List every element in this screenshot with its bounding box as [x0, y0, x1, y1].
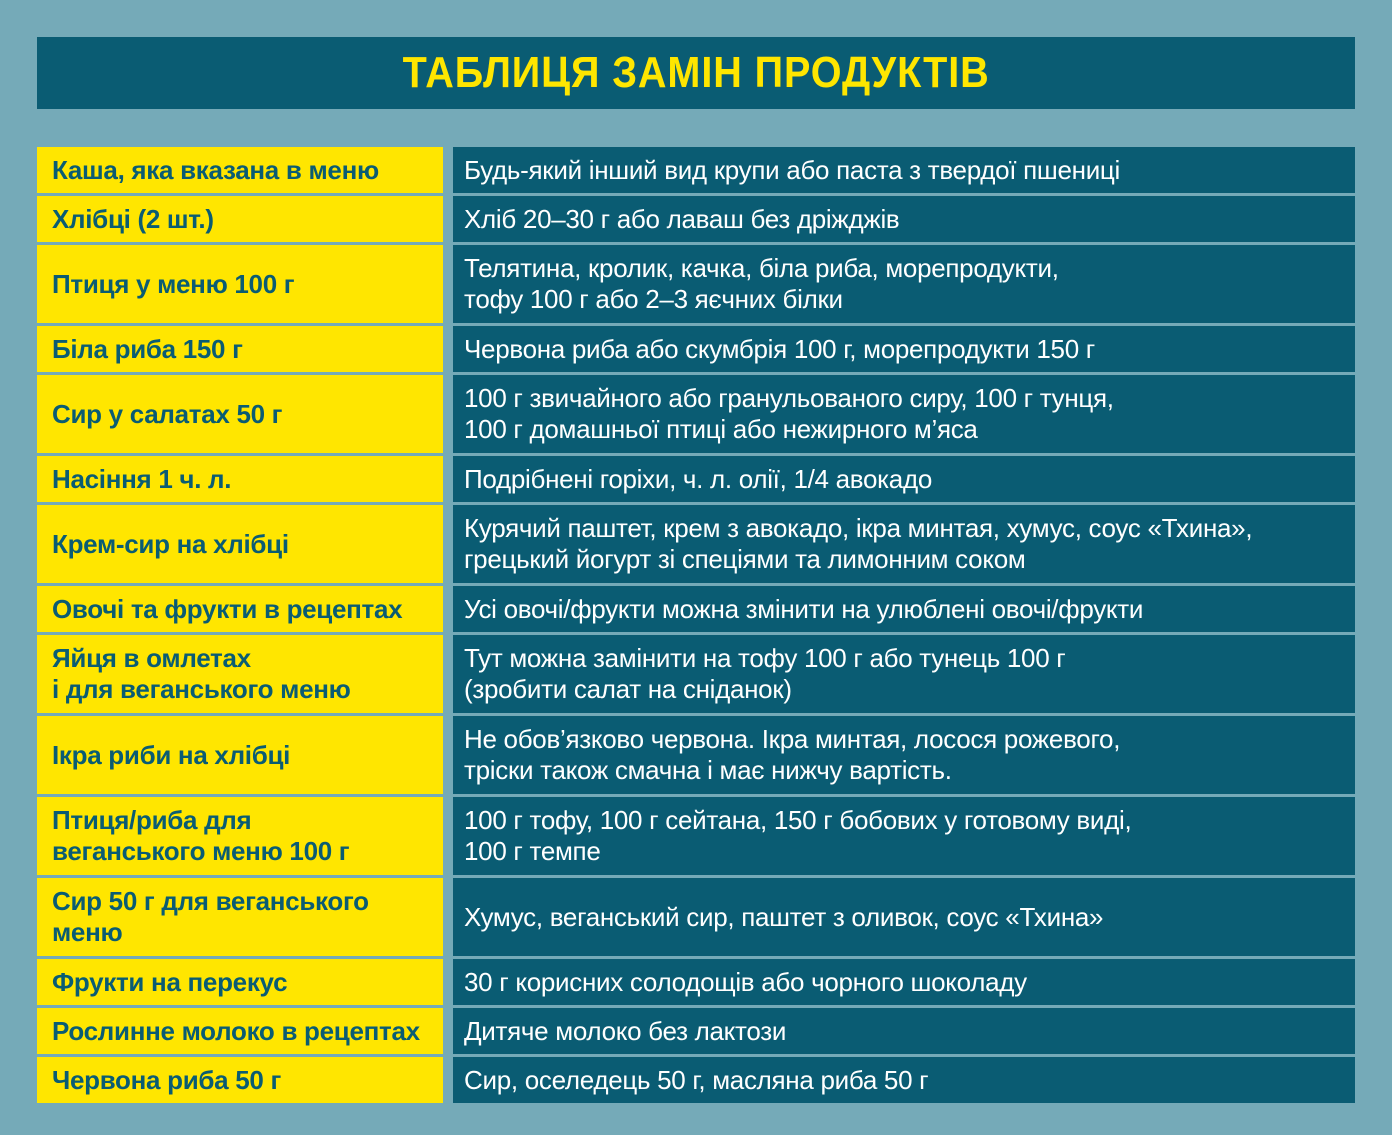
product-cell: Фрукти на перекус [37, 959, 443, 1005]
product-cell: Крем-сир на хлібці [37, 505, 443, 583]
product-cell: Рослинне молоко в рецептах [37, 1008, 443, 1054]
product-cell: Яйця в омлетах і для веганського меню [37, 635, 443, 713]
substitute-cell: 30 г корисних солодощів або чорного шоколаду [453, 959, 1355, 1005]
table-row [37, 635, 1355, 713]
table-row [37, 456, 1355, 502]
table-row [37, 196, 1355, 242]
product-cell: Птиця у меню 100 г [37, 245, 443, 323]
product-cell: Насіння 1 ч. л. [37, 456, 443, 502]
substitute-cell: Подрібнені горіхи, ч. л. олії, 1/4 авокадо [453, 456, 1355, 502]
product-cell: Птиця/риба для веганського меню 100 г [37, 797, 443, 875]
substitute-cell: Будь-який інший вид крупи або паста з твердої пшениці [453, 147, 1355, 193]
table-row [37, 147, 1355, 193]
substitute-cell: Не обов’язково червона. Ікра минтая, лосося рожевого, тріски також смачна і має нижчу вартість. [453, 716, 1355, 794]
table-row [37, 1008, 1355, 1054]
title-banner [37, 37, 1355, 109]
table-row [37, 959, 1355, 1005]
table-row [37, 245, 1355, 323]
table-row [37, 326, 1355, 372]
substitute-cell: Сир, оселедець 50 г, масляна риба 50 г [453, 1057, 1355, 1103]
table-row [37, 586, 1355, 632]
table-row [37, 797, 1355, 875]
page-title: ТАБЛИЦЯ ЗАМІН ПРОДУКТІВ [402, 48, 990, 97]
substitute-cell: Червона риба або скумбрія 100 г, морепродукти 150 г [453, 326, 1355, 372]
substitute-cell: Хумус, веганський сир, паштет з оливок, соус «Тхина» [453, 878, 1355, 956]
substitute-cell: Курячий паштет, крем з авокадо, ікра минтая, хумус, соус «Тхина», грецький йогурт зі спеціями та лимонним соком [453, 505, 1355, 583]
product-cell: Овочі та фрукти в рецептах [37, 586, 443, 632]
substitute-cell: Хліб 20–30 г або лаваш без дріжджів [453, 196, 1355, 242]
product-cell: Сир 50 г для веганського меню [37, 878, 443, 956]
substitute-cell: Дитяче молоко без лактози [453, 1008, 1355, 1054]
product-cell: Хлібці (2 шт.) [37, 196, 443, 242]
substitute-cell: 100 г тофу, 100 г сейтана, 150 г бобових у готовому виді, 100 г темпе [453, 797, 1355, 875]
table-row [37, 878, 1355, 956]
product-cell: Ікра риби на хлібці [37, 716, 443, 794]
table-row [37, 375, 1355, 453]
product-cell: Червона риба 50 г [37, 1057, 443, 1103]
substitute-cell: 100 г звичайного або гранульованого сиру, 100 г тунця, 100 г домашньої птиці або нежирного м’яса [453, 375, 1355, 453]
substitute-cell: Тут можна замінити на тофу 100 г або тунець 100 г (зробити салат на сніданок) [453, 635, 1355, 713]
product-cell: Сир у салатах 50 г [37, 375, 443, 453]
product-cell: Біла риба 150 г [37, 326, 443, 372]
table-row [37, 1057, 1355, 1103]
table-row [37, 716, 1355, 794]
table-row [37, 505, 1355, 583]
substitute-cell: Усі овочі/фрукти можна змінити на улюблені овочі/фрукти [453, 586, 1355, 632]
product-cell: Каша, яка вказана в меню [37, 147, 443, 193]
substitute-cell: Телятина, кролик, качка, біла риба, морепродукти, тофу 100 г або 2–3 яєчних білки [453, 245, 1355, 323]
